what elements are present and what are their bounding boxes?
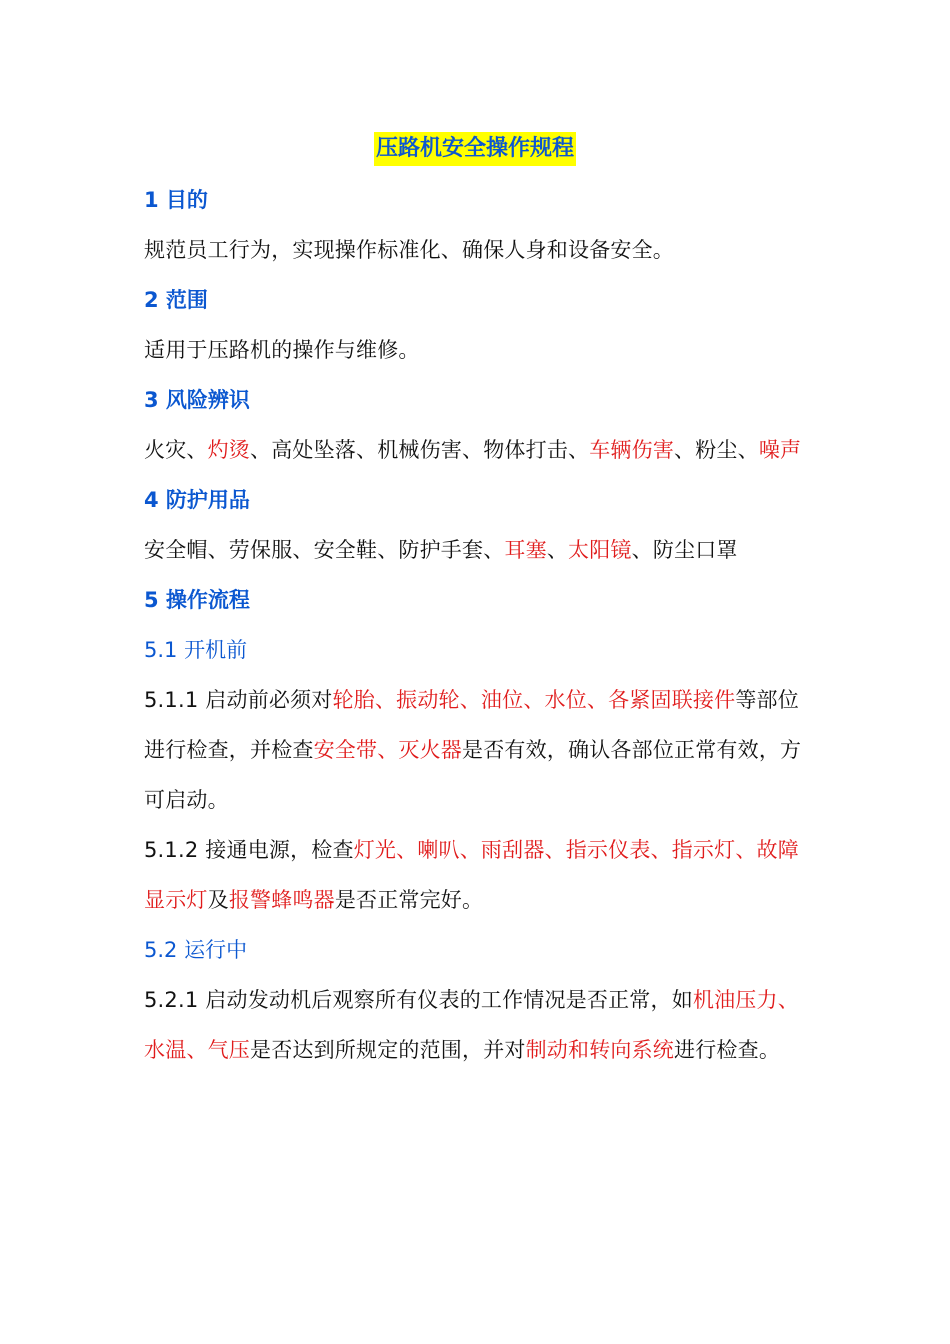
paragraph-5-1-1 <box>144 675 814 825</box>
ppe-highlight-1: 耳塞 <box>504 538 547 562</box>
p521-text-2: 是否达到所规定的范围，并对 <box>250 1038 526 1062</box>
risk-highlight-1: 灼烫 <box>207 438 251 462</box>
p512-text-1: 5.1.2 接通电源，检查 <box>144 838 354 862</box>
title-container <box>0 132 950 166</box>
risk-highlight-2: 车辆伤害 <box>589 438 675 462</box>
p511-text-1: 5.1.1 启动前必须对 <box>144 688 333 712</box>
p511-highlight-1: 轮胎、振动轮、油位、水位、各紧固联接件 <box>332 688 736 712</box>
p511-highlight-2: 安全带、灭火器 <box>313 738 463 762</box>
paragraph-5-1-2 <box>144 825 814 925</box>
p521-text-3: 进行检查。 <box>674 1038 781 1062</box>
p512-highlight-1: 灯光、喇叭、雨刮器、指示仪表、指示灯、故障显示灯 <box>144 838 799 912</box>
section-text-scope: 适用于压路机的操作与维修。 <box>144 338 420 362</box>
subsection-heading-before-start: 5.1 开机前 <box>144 638 248 662</box>
paragraph-5-2-1 <box>144 975 814 1075</box>
risk-text-1: 火灾、 <box>144 438 208 462</box>
ppe-text-1: 安全帽、劳保服、安全鞋、防护手套、 <box>144 538 505 562</box>
section-text-ppe <box>144 525 814 575</box>
section-heading-ppe: 4 防护用品 <box>144 488 250 512</box>
section-text-purpose: 规范员工行为，实现操作标准化、确保人身和设备安全。 <box>144 238 674 262</box>
document-body <box>144 175 814 1075</box>
p512-text-2: 及 <box>207 888 229 912</box>
document-title: 压路机安全操作规程 <box>374 132 576 166</box>
section-heading-scope: 2 范围 <box>144 288 208 312</box>
p521-highlight-2: 制动和转向系统 <box>525 1038 675 1062</box>
p511-text-3: 是否有效，确认各部位正常有效，方可启动。 <box>144 738 802 812</box>
risk-text-2: 、高处坠落、机械伤害、物体打击、 <box>250 438 590 462</box>
ppe-text-2: 、 <box>546 538 569 562</box>
p511-text-2: 等部位进行检查，并检查 <box>144 688 799 762</box>
p512-highlight-2: 报警蜂鸣器 <box>228 888 335 912</box>
section-heading-purpose: 1 目的 <box>144 188 208 212</box>
ppe-text-3: 、防尘口罩 <box>631 538 738 562</box>
risk-text-3: 、粉尘、 <box>674 438 759 462</box>
p521-highlight-1: 机油压力、水温、气压 <box>144 988 799 1062</box>
section-text-risk <box>144 425 814 475</box>
p512-text-3: 是否正常完好。 <box>334 888 484 912</box>
risk-highlight-3: 噪声 <box>758 438 802 462</box>
section-heading-risk: 3 风险辨识 <box>144 388 250 412</box>
ppe-highlight-2: 太阳镜 <box>568 538 632 562</box>
section-heading-procedure: 5 操作流程 <box>144 588 250 612</box>
p521-text-1: 5.2.1 启动发动机后观察所有仪表的工作情况是否正常，如 <box>144 988 693 1012</box>
subsection-heading-running: 5.2 运行中 <box>144 938 248 962</box>
